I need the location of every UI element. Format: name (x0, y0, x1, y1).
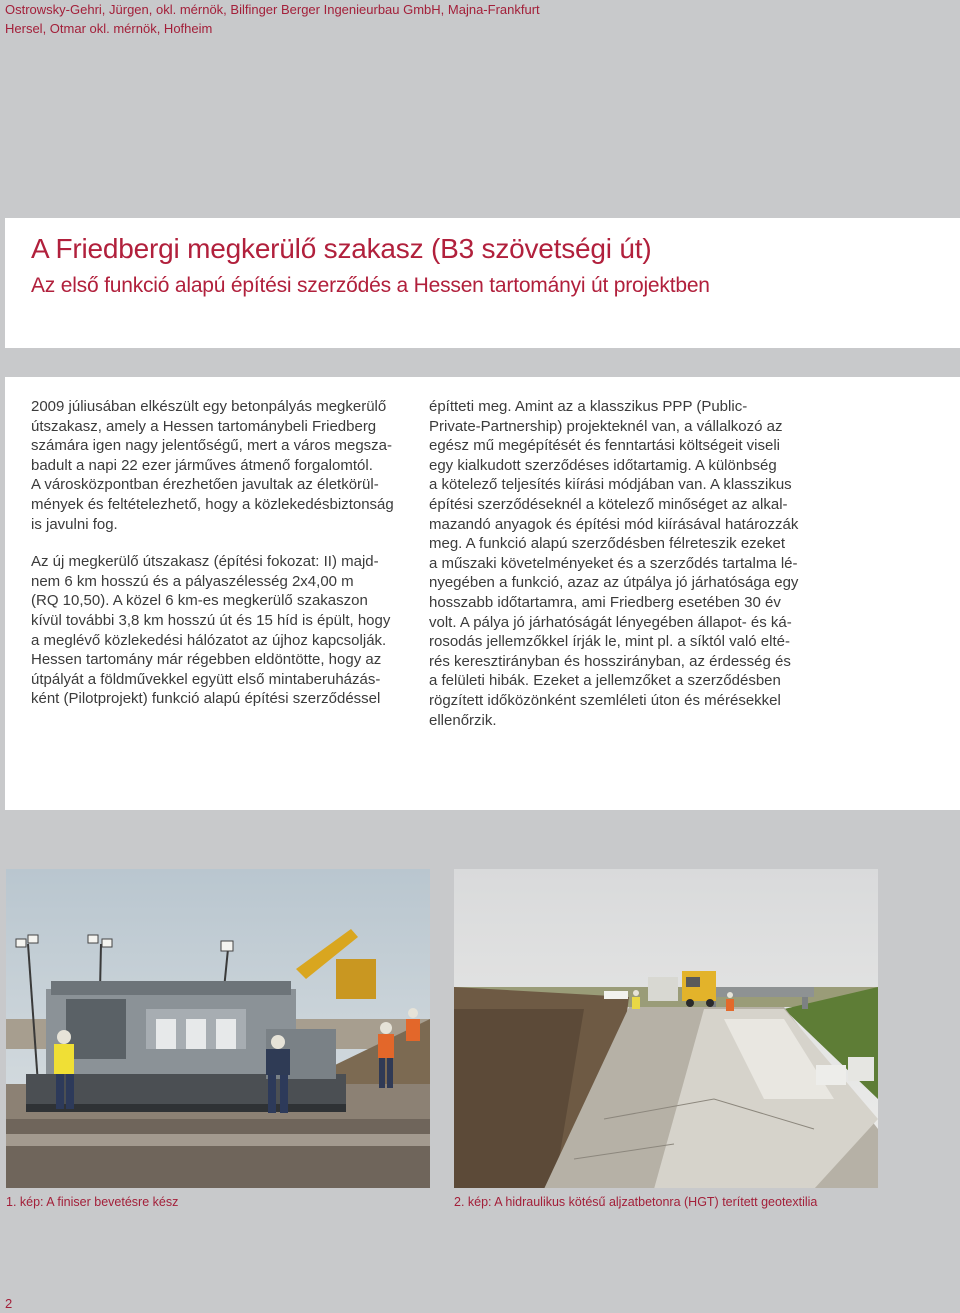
article-subtitle: Az első funkció alapú építési szerződés a Hessen tartományi út projektben (31, 274, 710, 297)
text-line: kívül további 3,8 km hosszú út és 15 híd is épült, hogy (31, 611, 391, 629)
text-line: nyegében a funkció, azaz az útpálya jó járhatósága egy (429, 574, 799, 592)
text-line: rosodás jellemzőkkel írják le, mint pl. a síktól való elté- (429, 633, 790, 651)
photo-paver (6, 869, 430, 1188)
column-left (31, 397, 421, 709)
text-line: számára igen nagy jelentőségű, mert a város megsza- (31, 437, 393, 455)
photo-caption-1: 1. kép: A finiser bevetésre kész (6, 1195, 179, 1209)
column-right (429, 397, 819, 730)
photo-caption-2: 2. kép: A hidraulikus kötésű aljzatbetonra (HGT) terített geotextilia (454, 1195, 818, 1209)
text-line: egész mű megépítését és fenntartási költségeit viseli (429, 437, 781, 455)
text-line: ként (Pilotprojekt) funkció alapú építési szerződéssel (31, 690, 381, 708)
text-line: a kötelező teljesítés kiírási módjában van. A klasszikus (429, 476, 792, 494)
text-line: volt. A pálya jó járhatóságát lényegében állapot- és ká- (429, 613, 792, 631)
author-list (5, 0, 945, 38)
text-line: egy kialkudott szerződéses időtartamig. A különbség (429, 456, 777, 474)
photo-road-geotextile (454, 869, 878, 1188)
text-line: badult a napi 22 ezer járműves átmenő forgalomtól. (31, 456, 373, 474)
text-line: A városközpontban érezhetően javultak az életkörül- (31, 476, 379, 494)
text-line: építési szerződéseknél a kötelező minőséget az alkal- (429, 495, 788, 513)
text-line: rés keresztirányban és hosszirányban, az érdesség és (429, 652, 791, 670)
text-line: építteti meg. Amint az a klasszikus PPP (Public- (429, 398, 748, 415)
text-line: Private-Partnership) projekteknél van, a vállalkozó az (429, 417, 783, 435)
text-line: mények és feltételezhető, hogy a közlekedésbiztonság (31, 495, 394, 513)
title-box (5, 218, 960, 348)
text-line: a műszaki követelményeket és a szerződés tartalma lé- (429, 554, 798, 572)
text-line: Az új megkerülő útszakasz (építési fokozat: II) majd- (31, 553, 379, 571)
text-line: útszakasz, amely a Hessen tartománybeli Friedberg (31, 417, 377, 435)
article-title: A Friedbergi megkerülő szakasz (B3 szövetségi út) (31, 233, 652, 264)
text-line: mazandó anyagok és építési mód kiírásával határozzák (429, 515, 799, 533)
text-line: útpályát a földművekkel együtt első mintaberuházás- (31, 670, 381, 688)
author-line-2: Hersel, Otmar okl. mérnök, Hofheim (5, 21, 213, 36)
text-line: Hessen tartomány már régebben eldöntötte, hogy az (31, 651, 382, 669)
text-line: a meglévő közlekedési hálózatot az újhoz kapcsolják. (31, 631, 387, 649)
article-body (5, 377, 960, 810)
paragraph-gap (31, 534, 421, 552)
text-line: rögzített időközönként szemléleti úton és mérésekkel (429, 691, 781, 709)
text-line: ellenőrzik. (429, 711, 497, 729)
text-line: nem 6 km hosszú és a pályaszélesség 2x4,00 m (31, 572, 354, 590)
text-line: a felületi hibák. Ezeket a jellemzőket a szerződésben (429, 672, 781, 690)
page-number: 2 (5, 1296, 13, 1311)
author-line-1: Ostrowsky-Gehri, Jürgen, okl. mérnök, Bilfinger Berger Ingenieurbau GmbH, Majna-Frankfurt (5, 2, 540, 17)
text-line: hosszabb időtartamra, ami Friedberg esetében 30 év (429, 593, 781, 611)
text-line: 2009 júliusában elkészült egy betonpályás megkerülő (31, 398, 387, 415)
text-line: (RQ 10,50). A közel 6 km-es megkerülő szakaszon (31, 592, 368, 610)
text-line: meg. A funkció alapú szerződésben félreteszik ezeket (429, 535, 786, 553)
text-line: is javulni fog. (31, 515, 118, 533)
